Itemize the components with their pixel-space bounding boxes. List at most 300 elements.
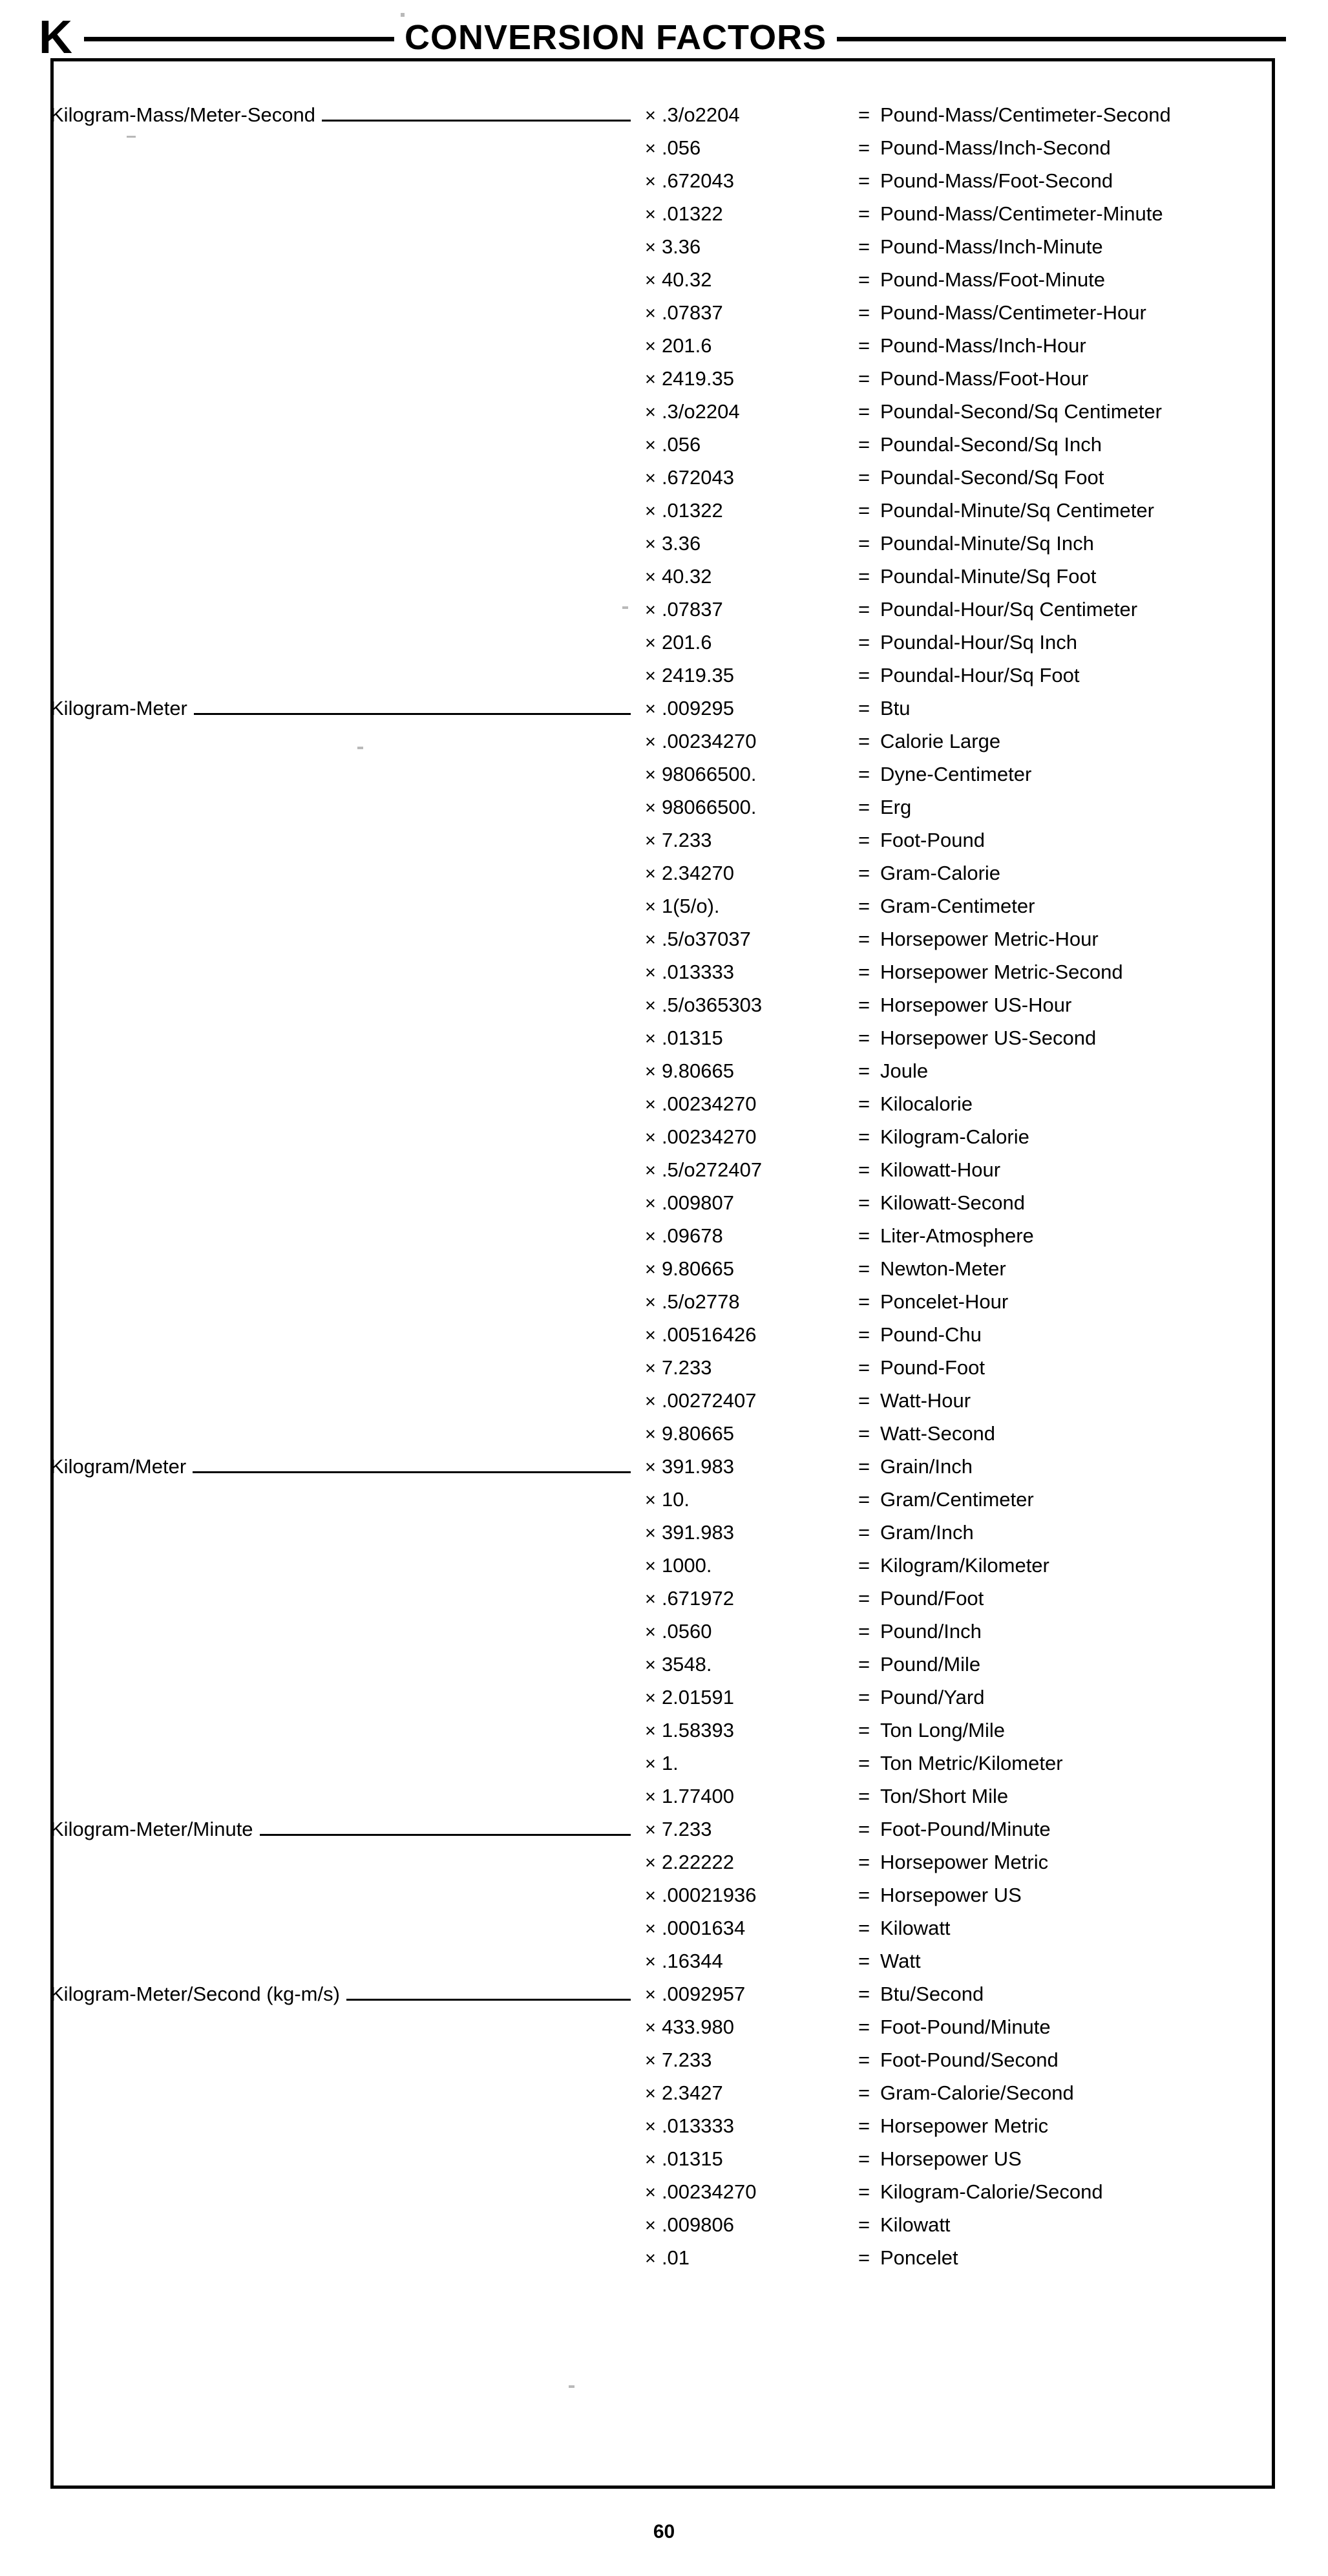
result-value: Pound-Mass/Centimeter-Minute — [880, 202, 1163, 225]
unit-name: Kilogram/Meter — [50, 1455, 187, 1478]
result-cell — [858, 862, 1278, 885]
factor-cell — [645, 1851, 858, 1874]
result-value: Pound-Mass/Centimeter-Second — [880, 103, 1171, 126]
equals-icon: = — [858, 1686, 870, 1708]
result-value: Horsepower US — [880, 1884, 1022, 1906]
result-cell — [858, 1191, 1278, 1215]
result-cell — [858, 1488, 1278, 1511]
result-value: Poncelet-Hour — [880, 1290, 1009, 1313]
result-cell — [858, 1224, 1278, 1248]
equals-icon: = — [858, 1356, 870, 1379]
result-value: Gram-Centimeter — [880, 895, 1035, 917]
equals-icon: = — [858, 2081, 870, 2104]
table-row — [50, 565, 1278, 598]
result-value: Gram/Inch — [880, 1521, 974, 1544]
multiply-icon: × — [645, 897, 656, 917]
result-value: Pound/Yard — [880, 1686, 985, 1708]
multiply-icon: × — [645, 1919, 656, 1939]
result-value: Poundal-Minute/Sq Centimeter — [880, 499, 1154, 522]
result-cell — [858, 1917, 1278, 1940]
multiply-icon: × — [645, 633, 656, 654]
result-cell — [858, 1059, 1278, 1083]
result-value: Watt-Second — [880, 1422, 996, 1445]
factor-cell — [645, 1224, 858, 1248]
multiply-icon: × — [645, 1028, 656, 1049]
result-value: Kilowatt-Hour — [880, 1158, 1001, 1181]
equals-icon: = — [858, 1455, 870, 1478]
factor-cell — [645, 895, 858, 918]
factor-value: 40.32 — [661, 565, 712, 588]
factor-cell — [645, 2016, 858, 2039]
equals-icon: = — [858, 1158, 870, 1181]
multiply-icon: × — [645, 402, 656, 423]
factor-value: 2419.35 — [661, 664, 734, 687]
equals-icon: = — [858, 598, 870, 621]
factor-value: 2.01591 — [661, 1686, 734, 1708]
factor-value: .00234270 — [661, 1092, 757, 1115]
factor-value: .3/o2204 — [661, 103, 740, 126]
result-cell — [858, 1818, 1278, 1841]
result-value: Pound-Mass/Inch-Second — [880, 136, 1111, 159]
result-cell — [858, 1884, 1278, 1907]
result-cell — [858, 433, 1278, 456]
factor-cell — [645, 400, 858, 423]
result-cell — [858, 631, 1278, 654]
multiply-icon: × — [645, 336, 656, 357]
result-cell — [858, 928, 1278, 951]
equals-icon: = — [858, 730, 870, 752]
multiply-icon: × — [645, 1358, 656, 1379]
factor-cell — [645, 631, 858, 654]
factor-cell — [645, 466, 858, 489]
factor-cell — [645, 565, 858, 588]
result-cell — [858, 1983, 1278, 2006]
equals-icon: = — [858, 895, 870, 917]
factor-value: .00021936 — [661, 1884, 757, 1906]
equals-icon: = — [858, 763, 870, 785]
result-value: Poundal-Second/Sq Centimeter — [880, 400, 1162, 423]
factor-cell — [645, 136, 858, 160]
equals-icon: = — [858, 1917, 870, 1939]
table-row — [50, 136, 1278, 169]
result-value: Ton Long/Mile — [880, 1719, 1006, 1741]
result-cell — [858, 565, 1278, 588]
factor-value: 1000. — [661, 1554, 712, 1577]
table-row — [50, 2016, 1278, 2049]
unit-name-cell — [50, 1818, 645, 1841]
result-cell — [858, 532, 1278, 555]
equals-icon: = — [858, 994, 870, 1016]
table-row — [50, 1389, 1278, 1422]
equals-icon: = — [858, 1323, 870, 1346]
factor-cell — [645, 367, 858, 390]
factor-value: .01315 — [661, 1027, 723, 1049]
result-cell — [858, 1785, 1278, 1808]
factor-value: .672043 — [661, 466, 734, 489]
factor-cell — [645, 169, 858, 193]
unit-name: Kilogram-Meter — [50, 697, 187, 719]
result-value: Horsepower US-Second — [880, 1027, 1097, 1049]
table-row — [50, 1455, 1278, 1488]
result-cell — [858, 994, 1278, 1017]
multiply-icon: × — [645, 303, 656, 324]
factor-value: 2.34270 — [661, 862, 734, 884]
equals-icon: = — [858, 367, 870, 390]
table-row — [50, 103, 1278, 136]
factor-cell — [645, 1785, 858, 1808]
multiply-icon: × — [645, 765, 656, 785]
page-title: CONVERSION FACTORS — [405, 17, 827, 57]
multiply-icon: × — [645, 1622, 656, 1643]
factor-cell — [645, 1027, 858, 1050]
equals-icon: = — [858, 664, 870, 687]
scan-speck — [401, 13, 405, 17]
result-cell — [858, 2081, 1278, 2105]
factor-cell — [645, 697, 858, 720]
equals-icon: = — [858, 1752, 870, 1774]
factor-value: .00272407 — [661, 1389, 757, 1412]
factor-value: .5/o2778 — [661, 1290, 740, 1313]
table-row — [50, 631, 1278, 664]
multiply-icon: × — [645, 1820, 656, 1840]
result-value: Horsepower Metric-Hour — [880, 928, 1099, 950]
table-row — [50, 1488, 1278, 1521]
multiply-icon: × — [645, 732, 656, 752]
multiply-icon: × — [645, 1721, 656, 1741]
equals-icon: = — [858, 1653, 870, 1676]
multiply-icon: × — [645, 1523, 656, 1544]
table-row — [50, 433, 1278, 466]
result-value: Joule — [880, 1059, 929, 1082]
multiply-icon: × — [645, 1292, 656, 1313]
factor-cell — [645, 1884, 858, 1907]
unit-name: Kilogram-Meter/Second (kg-m/s) — [50, 1983, 340, 2005]
factor-cell — [645, 1125, 858, 1149]
result-cell — [858, 829, 1278, 852]
result-value: Kilogram/Kilometer — [880, 1554, 1049, 1577]
factor-value: 391.983 — [661, 1521, 734, 1544]
table-row — [50, 1752, 1278, 1785]
table-row — [50, 1224, 1278, 1257]
result-cell — [858, 763, 1278, 786]
table-row — [50, 697, 1278, 730]
multiply-icon: × — [645, 270, 656, 291]
factor-value: 3.36 — [661, 235, 701, 258]
result-value: Gram-Calorie/Second — [880, 2081, 1074, 2104]
result-cell — [858, 1027, 1278, 1050]
equals-icon: = — [858, 1389, 870, 1412]
unit-name: Kilogram-Meter/Minute — [50, 1818, 253, 1840]
factor-value: 9.80665 — [661, 1257, 734, 1280]
factor-cell — [645, 334, 858, 357]
factor-value: 7.233 — [661, 1356, 712, 1379]
factor-cell — [645, 1950, 858, 1973]
factor-cell — [645, 664, 858, 687]
multiply-icon: × — [645, 1490, 656, 1511]
factor-value: 201.6 — [661, 334, 712, 357]
table-row — [50, 268, 1278, 301]
result-cell — [858, 1092, 1278, 1116]
factor-cell — [645, 301, 858, 325]
multiply-icon: × — [645, 1193, 656, 1214]
equals-icon: = — [858, 235, 870, 258]
result-value: Kilowatt — [880, 2213, 951, 2236]
multiply-icon: × — [645, 567, 656, 588]
table-row — [50, 1917, 1278, 1950]
equals-icon: = — [858, 1521, 870, 1544]
factor-value: 3548. — [661, 1653, 712, 1676]
equals-icon: = — [858, 2049, 870, 2071]
factor-cell — [645, 1554, 858, 1577]
factor-cell — [645, 1356, 858, 1379]
factor-cell — [645, 994, 858, 1017]
table-row — [50, 1587, 1278, 1620]
multiply-icon: × — [645, 1160, 656, 1181]
factor-cell — [645, 1587, 858, 1610]
result-value: Poundal-Minute/Sq Foot — [880, 565, 1097, 588]
factor-cell — [645, 1752, 858, 1775]
multiply-icon: × — [645, 2017, 656, 2038]
table-row — [50, 763, 1278, 796]
result-value: Btu/Second — [880, 1983, 984, 2005]
equals-icon: = — [858, 301, 870, 324]
multiply-icon: × — [645, 2248, 656, 2269]
result-value: Horsepower US — [880, 2147, 1022, 2170]
table-row — [50, 796, 1278, 829]
equals-icon: = — [858, 1290, 870, 1313]
table-row — [50, 169, 1278, 202]
factor-value: .5/o37037 — [661, 928, 751, 950]
equals-icon: = — [858, 1719, 870, 1741]
table-row — [50, 994, 1278, 1027]
equals-icon: = — [858, 862, 870, 884]
table-row — [50, 400, 1278, 433]
result-cell — [858, 2114, 1278, 2138]
table-row — [50, 1323, 1278, 1356]
factor-cell — [645, 1389, 858, 1412]
result-cell — [858, 334, 1278, 357]
multiply-icon: × — [645, 1787, 656, 1807]
multiply-icon: × — [645, 831, 656, 851]
equals-icon: = — [858, 169, 870, 192]
multiply-icon: × — [645, 1424, 656, 1445]
table-row — [50, 1620, 1278, 1653]
result-value: Dyne-Centimeter — [880, 763, 1032, 785]
multiply-icon: × — [645, 204, 656, 225]
result-value: Pound/Mile — [880, 1653, 981, 1676]
result-cell — [858, 1290, 1278, 1314]
table-row — [50, 1356, 1278, 1389]
result-value: Foot-Pound/Second — [880, 2049, 1059, 2071]
table-row — [50, 1719, 1278, 1752]
table-row — [50, 2114, 1278, 2147]
factor-cell — [645, 1257, 858, 1281]
result-cell — [858, 268, 1278, 292]
factor-value: .013333 — [661, 961, 734, 983]
equals-icon: = — [858, 1059, 870, 1082]
result-cell — [858, 1587, 1278, 1610]
leader-rule — [260, 1834, 631, 1836]
factor-value: .009295 — [661, 697, 734, 719]
factor-cell — [645, 961, 858, 984]
result-value: Horsepower Metric — [880, 2114, 1049, 2137]
factor-cell — [645, 103, 858, 127]
equals-icon: = — [858, 961, 870, 983]
multiply-icon: × — [645, 2215, 656, 2236]
equals-icon: = — [858, 796, 870, 818]
page-number: 60 — [653, 2521, 675, 2542]
unit-name-cell — [50, 1455, 645, 1478]
header-rule-left — [84, 37, 394, 41]
result-value: Horsepower Metric — [880, 1851, 1049, 1873]
result-cell — [858, 1686, 1278, 1709]
result-value: Ton/Short Mile — [880, 1785, 1009, 1807]
factor-cell — [645, 1686, 858, 1709]
table-row — [50, 235, 1278, 268]
table-row — [50, 1653, 1278, 1686]
factor-value: 201.6 — [661, 631, 712, 654]
result-cell — [858, 1851, 1278, 1874]
result-value: Watt — [880, 1950, 921, 1972]
factor-value: .671972 — [661, 1587, 734, 1610]
table-row — [50, 1158, 1278, 1191]
multiply-icon: × — [645, 1457, 656, 1478]
factor-value: .07837 — [661, 598, 723, 621]
equals-icon: = — [858, 1422, 870, 1445]
unit-name-cell — [50, 697, 645, 720]
result-cell — [858, 466, 1278, 489]
table-row — [50, 499, 1278, 532]
equals-icon: = — [858, 1818, 870, 1840]
equals-icon: = — [858, 631, 870, 654]
equals-icon: = — [858, 829, 870, 851]
leader-rule — [194, 713, 631, 715]
result-value: Liter-Atmosphere — [880, 1224, 1034, 1247]
multiply-icon: × — [645, 1259, 656, 1280]
multiply-icon: × — [645, 369, 656, 390]
multiply-icon: × — [645, 1754, 656, 1774]
result-value: Horsepower US-Hour — [880, 994, 1072, 1016]
multiply-icon: × — [645, 1226, 656, 1247]
factor-cell — [645, 2114, 858, 2138]
multiply-icon: × — [645, 1853, 656, 1873]
result-cell — [858, 1653, 1278, 1676]
table-row — [50, 334, 1278, 367]
factor-value: 9.80665 — [661, 1422, 734, 1445]
multiply-icon: × — [645, 2050, 656, 2071]
equals-icon: = — [858, 334, 870, 357]
table-row — [50, 1092, 1278, 1125]
equals-icon: = — [858, 2213, 870, 2236]
factor-value: .01322 — [661, 499, 723, 522]
result-cell — [858, 169, 1278, 193]
multiply-icon: × — [645, 666, 656, 687]
multiply-icon: × — [645, 1985, 656, 2005]
factor-cell — [645, 598, 858, 621]
equals-icon: = — [858, 1851, 870, 1873]
table-row — [50, 2213, 1278, 2246]
result-cell — [858, 1356, 1278, 1379]
multiply-icon: × — [645, 1655, 656, 1676]
result-value: Foot-Pound/Minute — [880, 1818, 1051, 1840]
table-row — [50, 1027, 1278, 1059]
result-value: Pound-Foot — [880, 1356, 985, 1379]
equals-icon: = — [858, 1587, 870, 1610]
factor-cell — [645, 1653, 858, 1676]
table-row — [50, 829, 1278, 862]
table-row — [50, 598, 1278, 631]
result-value: Ton Metric/Kilometer — [880, 1752, 1063, 1774]
result-value: Pound-Mass/Centimeter-Hour — [880, 301, 1146, 324]
table-row — [50, 895, 1278, 928]
factor-cell — [645, 1488, 858, 1511]
table-row — [50, 1521, 1278, 1554]
factor-value: 391.983 — [661, 1455, 734, 1478]
table-row — [50, 862, 1278, 895]
multiply-icon: × — [645, 2182, 656, 2203]
result-value: Pound/Inch — [880, 1620, 982, 1643]
factor-cell — [645, 1290, 858, 1314]
equals-icon: = — [858, 1620, 870, 1643]
result-value: Foot-Pound — [880, 829, 985, 851]
result-cell — [858, 1158, 1278, 1182]
equals-icon: = — [858, 103, 870, 126]
result-value: Pound-Mass/Inch-Minute — [880, 235, 1103, 258]
result-value: Kilogram-Calorie/Second — [880, 2180, 1103, 2203]
leader-rule — [193, 1471, 631, 1473]
unit-name: Kilogram-Mass/Meter-Second — [50, 103, 316, 126]
result-value: Kilogram-Calorie — [880, 1125, 1029, 1148]
section-letter: K — [39, 11, 72, 63]
multiply-icon: × — [645, 2083, 656, 2104]
result-cell — [858, 796, 1278, 819]
result-value: Calorie Large — [880, 730, 1001, 752]
table-row — [50, 532, 1278, 565]
factor-cell — [645, 1158, 858, 1182]
result-cell — [858, 1125, 1278, 1149]
factor-cell — [645, 1719, 858, 1742]
scan-speck — [569, 2385, 574, 2388]
factor-value: 2.22222 — [661, 1851, 734, 1873]
factor-value: .01 — [661, 2246, 690, 2269]
table-row — [50, 1950, 1278, 1983]
equals-icon: = — [858, 400, 870, 423]
result-value: Kilowatt — [880, 1917, 951, 1939]
result-value: Gram/Centimeter — [880, 1488, 1034, 1511]
result-cell — [858, 1950, 1278, 1973]
result-cell — [858, 1752, 1278, 1775]
factor-value: .00516426 — [661, 1323, 757, 1346]
table-row — [50, 1818, 1278, 1851]
result-cell — [858, 2213, 1278, 2237]
table-row — [50, 1191, 1278, 1224]
header-rule-right — [837, 37, 1286, 41]
equals-icon: = — [858, 136, 870, 159]
multiply-icon: × — [645, 1886, 656, 1906]
factor-value: 1.77400 — [661, 1785, 734, 1807]
factor-value: .3/o2204 — [661, 400, 740, 423]
result-value: Poundal-Second/Sq Foot — [880, 466, 1104, 489]
factor-cell — [645, 268, 858, 292]
result-cell — [858, 2246, 1278, 2270]
equals-icon: = — [858, 1983, 870, 2005]
result-value: Grain/Inch — [880, 1455, 973, 1478]
factor-cell — [645, 2180, 858, 2204]
result-cell — [858, 697, 1278, 720]
equals-icon: = — [858, 1224, 870, 1247]
table-row — [50, 664, 1278, 697]
result-value: Pound-Mass/Inch-Hour — [880, 334, 1086, 357]
